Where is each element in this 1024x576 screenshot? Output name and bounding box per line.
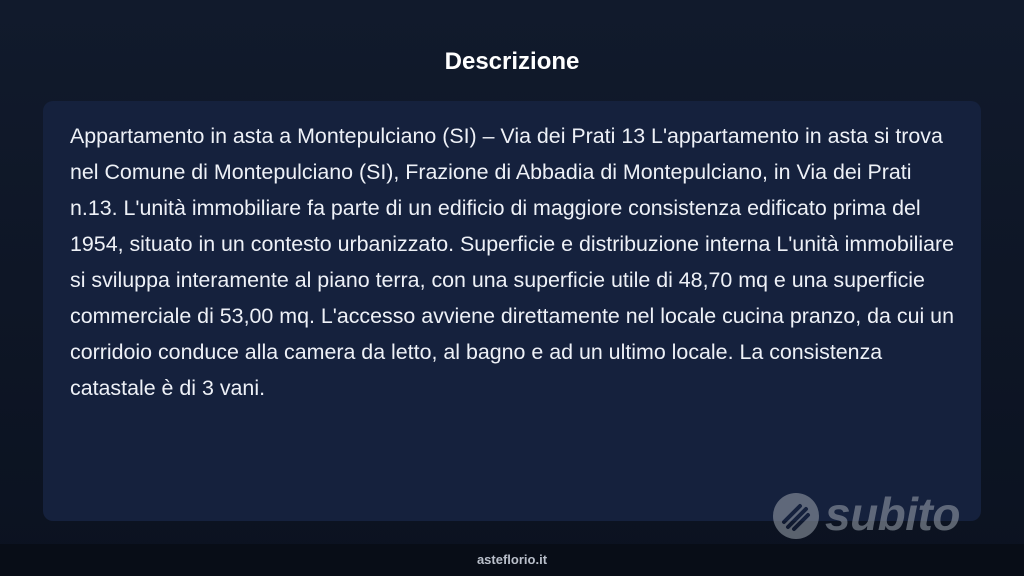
description-panel: [43, 101, 981, 521]
subito-wordmark: subito: [825, 488, 960, 540]
footer-bar: [0, 544, 1024, 576]
subito-watermark: [772, 488, 982, 542]
page-title: Descrizione: [444, 48, 580, 75]
subito-logo-icon: [772, 492, 820, 540]
description-text: Appartamento in asta a Montepulciano (SI) – Via dei Prati 13 L'appartamento in asta si trova nel Comune di Montepulciano (SI), Frazione di Abbadia di Montepulciano, in Via dei Prati n.13. L'unità immobiliare fa parte di un edificio di maggiore consistenza edificato prima del 1954, situato in un contesto urbanizzato. Superficie e distribuzione interna L'unità immobiliare si sviluppa interamente al piano terra, con una superficie utile di 48,70 mq e una superficie commerciale di 53,00 mq. L'accesso avviene direttamente nel locale cucina pranzo, da cui un corridoio conduce alla camera da letto, al bagno e ad un ultimo locale. La consistenza catastale è di 3 vani.: [70, 124, 954, 400]
footer-site-label: asteflorio.it: [476, 552, 548, 567]
